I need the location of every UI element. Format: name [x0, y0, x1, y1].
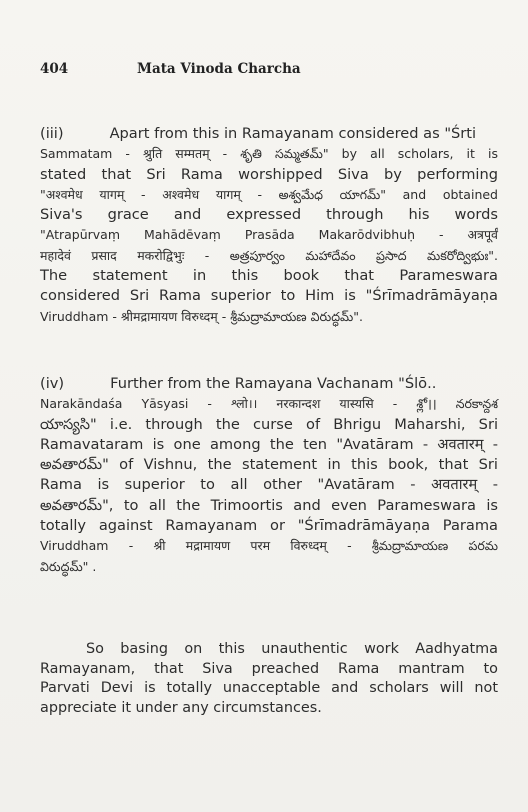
- text-line: Viruddham - श्री मद्रामायण परम विरुध्दम् - శ్రీమద్రామాయణ పరమ: [40, 538, 498, 554]
- text-line: Siva's grace and expressed through his words: [40, 206, 498, 224]
- text-line: యాస్యసి" i.e. through the curse of Bhrigu Maharshi, Sri: [40, 415, 498, 433]
- text-line: Narakāndaśa Yāsyasi - श्लो।। नरकान्दश यास्यसि - శ్లో।। నరకాన్దశ: [40, 396, 498, 412]
- text-line: Ramavataram is one among the ten "Avatāram - अवतारम् -: [40, 435, 498, 453]
- text-line: Rama is superior to all other "Avatāram - अवतारम् -: [40, 476, 498, 494]
- text-line: महादेवं प्रसाद मकरोद्विभुः - అత్రపూర్వం మహాదేవం ప్రసాద మకరోద్విభుః".: [40, 247, 498, 263]
- text-line: Ramayanam, that Siva preached Rama mantram to: [40, 660, 498, 677]
- text-line: (iii) Apart from this in Ramayanam considered as "Śrti: [40, 125, 477, 142]
- paragraph-marker: (iii): [40, 125, 64, 142]
- paragraph-iii: [40, 124, 498, 327]
- text-line: అవతారమ్", to all the Trimoortis and even Parameswara is: [40, 496, 498, 514]
- text-line: considered Sri Rama superior to Him is "Śrīmadrāmāyaṇa: [40, 287, 498, 305]
- text-line: "अश्वमेध यागम् - अश्वमेध यागम् - అశ్వమేధ యాగమ్" and obtained: [40, 186, 498, 202]
- book-title: Mata Vinoda Charcha: [137, 61, 301, 77]
- paragraph-iv: [40, 374, 498, 577]
- text-line: (iv) Further from the Ramayana Vachanam "Ślō..: [40, 375, 437, 392]
- text-line: Viruddham - श्रीमद्रामायण विरुध्दम् - శ్రీమద్రామాయణ విరుద్ధమ్".: [40, 308, 363, 324]
- text-line: Sammatam - श्रुति सम्मतम् - శృతి సమ్మతమ్" by all scholars, it is: [40, 146, 498, 162]
- text-line: So basing on this unauthentic work Aadhyatma: [86, 641, 498, 657]
- paragraph-conclusion: [40, 640, 498, 718]
- text-line: totally against Ramayanam or "Śrīmadrāmāyaṇa Parama: [40, 517, 498, 535]
- text-line: Parvati Devi is totally unacceptable and scholars will not: [40, 680, 498, 697]
- text-line: విరుద్ధమ్" .: [40, 558, 97, 574]
- text-line: The statement in this book that Parameswara: [40, 267, 498, 285]
- text-line: appreciate it under any circumstances.: [40, 699, 322, 716]
- text-line: stated that Sri Rama worshipped Siva by performing: [40, 165, 498, 183]
- text-line: "Atrapūrvaṃ Mahādēvaṃ Prasāda Makarōdvibhuḥ - अत्रपूर्वं: [40, 227, 498, 243]
- page-number: 404: [40, 61, 69, 77]
- paragraph-marker: (iv): [40, 375, 65, 392]
- text-line: అవతారమ్" of Vishnu, the statement in this book, that Sri: [40, 456, 498, 474]
